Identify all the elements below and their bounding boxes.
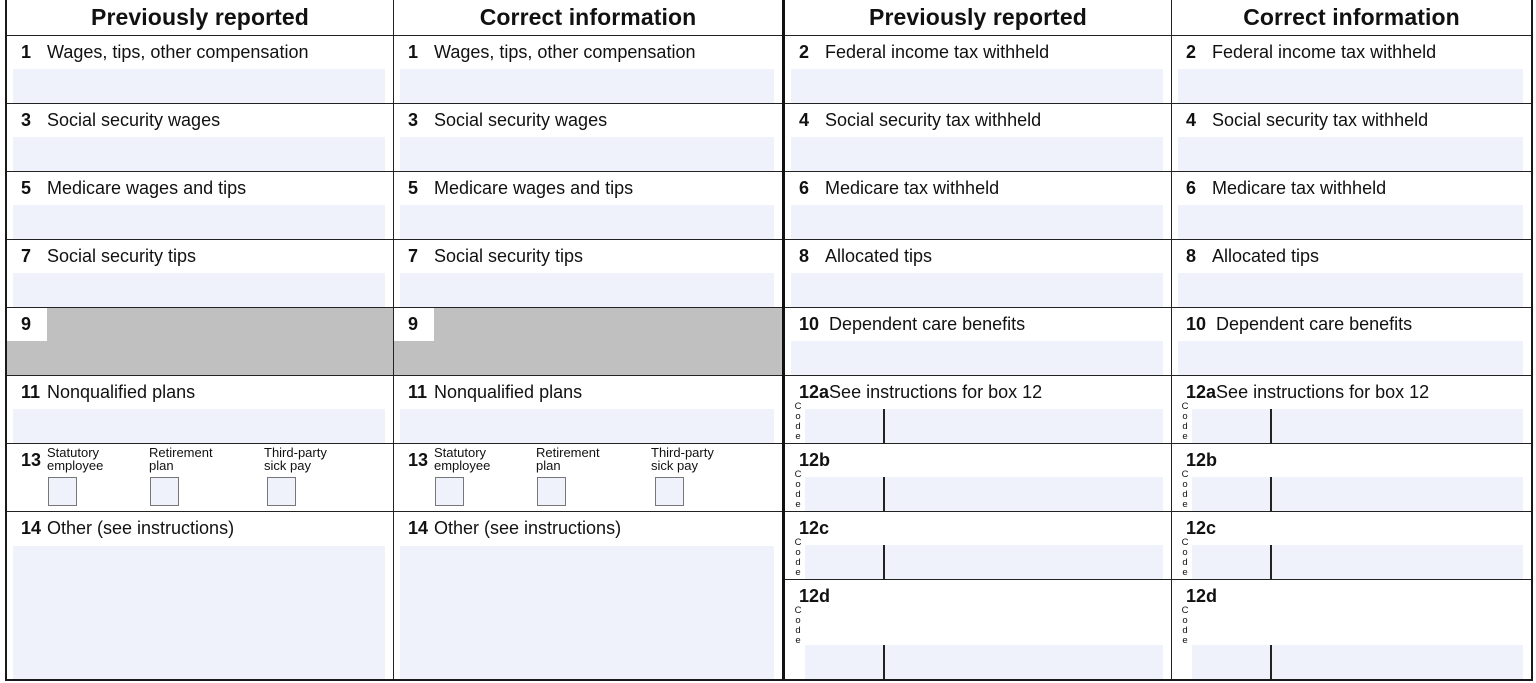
box-12a-correct-amount-input[interactable] [1272, 409, 1523, 443]
box-number: 5 [408, 178, 419, 198]
box-12d-correct [1172, 580, 1531, 679]
box-13-prev [7, 444, 393, 512]
box-label: See instructions for box 12 [829, 382, 1043, 402]
box-12b-correct-amount-input[interactable] [1272, 477, 1523, 511]
box-13-correct [394, 444, 782, 512]
box-label: Allocated tips [1212, 246, 1320, 266]
w2c-form-grid [5, 0, 1533, 681]
box-label: Medicare tax withheld [1212, 178, 1387, 198]
third-party-sick-pay-checkbox[interactable] [655, 477, 684, 506]
box-14-prev-input[interactable] [13, 546, 385, 679]
box-4-prev [785, 104, 1171, 172]
shaded-unused-box [7, 308, 393, 375]
retirement-plan-checkbox[interactable] [150, 477, 179, 506]
code-label: C o d e [1181, 537, 1189, 578]
box-number: 9 [7, 308, 47, 341]
box-number: 10 [1186, 314, 1207, 334]
box-number: 1 [21, 42, 32, 62]
box-11-correct-input[interactable] [400, 409, 774, 443]
box-12d-correct-amount-input[interactable] [1272, 645, 1523, 679]
box-label: Medicare wages and tips [434, 178, 634, 198]
box-label: Federal income tax withheld [825, 42, 1050, 62]
box-number: 1 [408, 42, 419, 62]
box-number: 12b [1186, 450, 1218, 470]
box-number: 11 [21, 382, 41, 402]
box-label: Wages, tips, other compensation [434, 42, 696, 62]
third-party-sick-pay-label: Third-party sick pay [651, 445, 714, 473]
box-12a-prev-amount-input[interactable] [885, 409, 1163, 443]
col-left-previously-reported [7, 0, 394, 679]
col-right-previously-reported [785, 0, 1172, 679]
box-12a-correct [1172, 376, 1531, 444]
left-half [7, 0, 785, 679]
box-number: 4 [1186, 110, 1197, 130]
box-label: Medicare tax withheld [825, 178, 1000, 198]
box-3-prev [7, 104, 393, 172]
box-14-correct-input[interactable] [400, 546, 774, 679]
box-7-prev [7, 240, 393, 308]
box-1-correct-input[interactable] [400, 69, 774, 103]
box-number: 14 [21, 518, 42, 538]
col-right-correct-information [1172, 0, 1531, 679]
box-12b-correct [1172, 444, 1531, 512]
box-9-correct [394, 308, 782, 376]
box-label: Wages, tips, other compensation [47, 42, 309, 62]
box-number: 6 [799, 178, 810, 198]
box-12d-correct-code-input[interactable] [1192, 645, 1272, 679]
box-label: Social security wages [434, 110, 608, 130]
box-4-prev-input[interactable] [791, 137, 1163, 171]
box-10-prev-input[interactable] [791, 341, 1163, 375]
box-12d-prev-code-input[interactable] [805, 645, 885, 679]
box-10-correct [1172, 308, 1531, 376]
code-label: C o d e [1181, 401, 1189, 442]
box-label: Social security tax withheld [825, 110, 1042, 130]
box-label: Federal income tax withheld [1212, 42, 1437, 62]
box-number: 13 [408, 450, 429, 470]
box-12c-correct-code-input[interactable] [1192, 545, 1272, 579]
box-5-prev [7, 172, 393, 240]
box-2-correct [1172, 36, 1531, 104]
box-6-correct [1172, 172, 1531, 240]
box-number: 9 [394, 308, 434, 341]
box-5-prev-input[interactable] [13, 205, 385, 239]
code-label: C o d e [794, 605, 802, 646]
box-12d-prev-amount-input[interactable] [885, 645, 1163, 679]
statutory-employee-label: Statutory employee [434, 445, 491, 473]
box-label: Allocated tips [825, 246, 933, 266]
box-12a-correct-code-input[interactable] [1192, 409, 1272, 443]
column-header: Correct information [1172, 0, 1531, 36]
code-label: C o d e [1181, 605, 1189, 646]
box-14-prev [7, 512, 393, 679]
box-number: 14 [408, 518, 429, 538]
box-number: 3 [21, 110, 32, 130]
box-4-correct-input[interactable] [1178, 137, 1523, 171]
box-2-prev-input[interactable] [791, 69, 1163, 103]
box-6-correct-input[interactable] [1178, 205, 1523, 239]
column-header: Correct information [394, 0, 782, 36]
box-12b-prev-amount-input[interactable] [885, 477, 1163, 511]
box-7-correct-input[interactable] [400, 273, 774, 307]
box-number: 3 [408, 110, 419, 130]
box-3-prev-input[interactable] [13, 137, 385, 171]
box-8-correct-input[interactable] [1178, 273, 1523, 307]
box-12c-prev-code-input[interactable] [805, 545, 885, 579]
box-1-prev-input[interactable] [13, 69, 385, 103]
box-4-correct [1172, 104, 1531, 172]
box-1-correct [394, 36, 782, 104]
third-party-sick-pay-checkbox[interactable] [267, 477, 296, 506]
box-label: See instructions for box 12 [1216, 382, 1430, 402]
box-label: Social security tips [434, 246, 584, 266]
box-label: Social security wages [47, 110, 221, 130]
box-number: 13 [21, 450, 42, 470]
box-2-correct-input[interactable] [1178, 69, 1523, 103]
box-number: 2 [1186, 42, 1197, 62]
box-12b-correct-code-input[interactable] [1192, 477, 1272, 511]
box-number: 12c [1186, 518, 1217, 538]
code-label: C o d e [794, 537, 802, 578]
box-8-prev-input[interactable] [791, 273, 1163, 307]
box-number: 7 [21, 246, 32, 266]
code-label: C o d e [794, 401, 802, 442]
retirement-plan-label: Retirement plan [149, 445, 213, 473]
box-7-correct [394, 240, 782, 308]
box-10-correct-input[interactable] [1178, 341, 1523, 375]
box-12c-correct-amount-input[interactable] [1272, 545, 1523, 579]
box-11-correct [394, 376, 782, 444]
box-8-correct [1172, 240, 1531, 308]
box-number: 12b [799, 450, 831, 470]
box-number: 12a [1186, 382, 1217, 402]
box-number: 12d [799, 586, 831, 606]
box-2-prev [785, 36, 1171, 104]
box-12a-prev [785, 376, 1171, 444]
box-1-prev [7, 36, 393, 104]
shaded-unused-box [394, 308, 782, 375]
box-label: Dependent care benefits [1216, 314, 1413, 334]
box-number: 5 [21, 178, 32, 198]
col-left-correct-information [394, 0, 782, 679]
box-3-correct-input[interactable] [400, 137, 774, 171]
retirement-plan-label: Retirement plan [536, 445, 600, 473]
box-12c-correct [1172, 512, 1531, 580]
box-label: Social security tax withheld [1212, 110, 1429, 130]
box-label: Nonqualified plans [434, 382, 583, 402]
box-9-prev [7, 308, 393, 376]
box-11-prev-input[interactable] [13, 409, 385, 443]
box-7-prev-input[interactable] [13, 273, 385, 307]
code-label: C o d e [794, 469, 802, 510]
box-number: 8 [1186, 246, 1197, 266]
box-3-correct [394, 104, 782, 172]
box-12b-prev-code-input[interactable] [805, 477, 885, 511]
box-6-prev [785, 172, 1171, 240]
box-12d-prev [785, 580, 1171, 679]
box-number: 8 [799, 246, 810, 266]
box-5-correct [394, 172, 782, 240]
box-number: 7 [408, 246, 419, 266]
box-number: 12c [799, 518, 830, 538]
column-header: Previously reported [7, 0, 393, 36]
box-10-prev [785, 308, 1171, 376]
statutory-employee-label: Statutory employee [47, 445, 104, 473]
box-6-prev-input[interactable] [791, 205, 1163, 239]
statutory-employee-checkbox[interactable] [435, 477, 464, 506]
third-party-sick-pay-label: Third-party sick pay [264, 445, 327, 473]
statutory-employee-checkbox[interactable] [48, 477, 77, 506]
box-number: 6 [1186, 178, 1197, 198]
box-12a-prev-code-input[interactable] [805, 409, 885, 443]
box-number: 4 [799, 110, 810, 130]
box-label: Dependent care benefits [829, 314, 1026, 334]
box-number: 11 [408, 382, 428, 402]
code-label: C o d e [1181, 469, 1189, 510]
box-label: Medicare wages and tips [47, 178, 247, 198]
retirement-plan-checkbox[interactable] [537, 477, 566, 506]
box-label: Other (see instructions) [47, 518, 235, 538]
box-number: 12d [1186, 586, 1218, 606]
box-14-correct [394, 512, 782, 679]
box-label: Social security tips [47, 246, 197, 266]
right-half [785, 0, 1531, 679]
box-12c-prev [785, 512, 1171, 580]
box-11-prev [7, 376, 393, 444]
box-number: 2 [799, 42, 810, 62]
column-header: Previously reported [785, 0, 1171, 36]
box-number: 10 [799, 314, 820, 334]
box-number: 12a [799, 382, 830, 402]
box-5-correct-input[interactable] [400, 205, 774, 239]
box-label: Other (see instructions) [434, 518, 622, 538]
box-8-prev [785, 240, 1171, 308]
box-12c-prev-amount-input[interactable] [885, 545, 1163, 579]
box-12b-prev [785, 444, 1171, 512]
box-label: Nonqualified plans [47, 382, 196, 402]
